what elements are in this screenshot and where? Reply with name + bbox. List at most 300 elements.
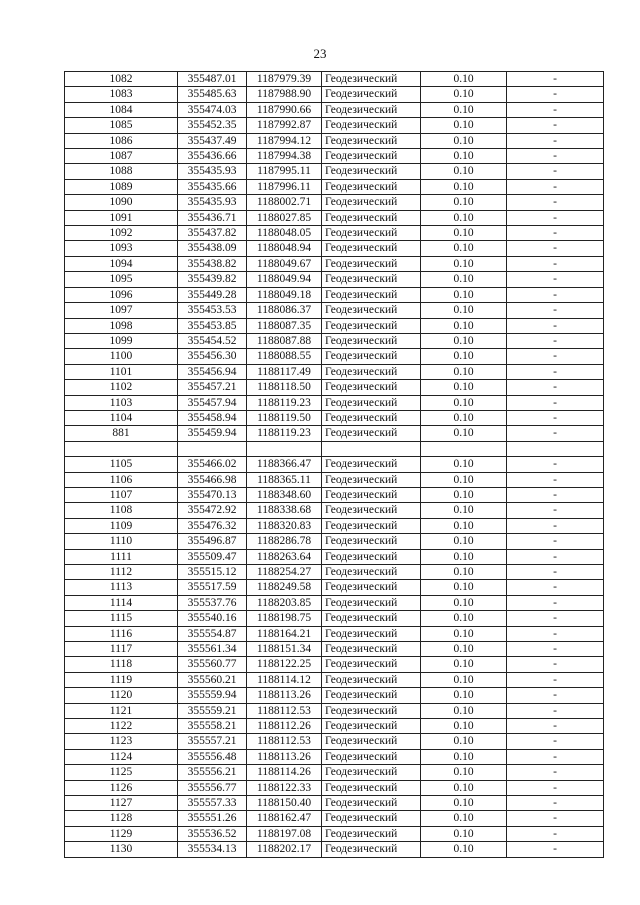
method-cell: Геодезический <box>322 611 421 626</box>
description-cell: - <box>507 410 604 425</box>
y-coordinate-cell: 1188150.40 <box>247 796 322 811</box>
table-row <box>65 780 604 795</box>
point-number-cell: 1127 <box>65 796 178 811</box>
point-number-cell: 1098 <box>65 318 178 333</box>
method-cell: Геодезический <box>322 226 421 241</box>
y-coordinate-cell: 1188114.12 <box>247 672 322 687</box>
y-coordinate-cell: 1188122.33 <box>247 780 322 795</box>
table-row <box>65 734 604 749</box>
x-coordinate-cell: 355559.21 <box>178 703 247 718</box>
x-coordinate-cell: 355449.28 <box>178 287 247 302</box>
method-cell: Геодезический <box>322 133 421 148</box>
x-coordinate-cell: 355474.03 <box>178 102 247 117</box>
x-coordinate-cell: 355536.52 <box>178 826 247 841</box>
point-number-cell: 1091 <box>65 210 178 225</box>
y-coordinate-cell: 1188117.49 <box>247 364 322 379</box>
precision-cell: 0.10 <box>421 564 507 579</box>
y-coordinate-cell: 1188113.26 <box>247 688 322 703</box>
description-cell: - <box>507 457 604 472</box>
x-coordinate-cell: 355466.02 <box>178 457 247 472</box>
description-cell: - <box>507 780 604 795</box>
method-cell: Геодезический <box>322 318 421 333</box>
precision-cell: 0.10 <box>421 149 507 164</box>
precision-cell: 0.10 <box>421 749 507 764</box>
description-cell: - <box>507 564 604 579</box>
description-cell: - <box>507 272 604 287</box>
precision-cell: 0.10 <box>421 272 507 287</box>
description-cell: - <box>507 765 604 780</box>
description-cell: - <box>507 642 604 657</box>
method-cell: Геодезический <box>322 564 421 579</box>
point-number-cell: 1100 <box>65 349 178 364</box>
method-cell: Геодезический <box>322 842 421 857</box>
table-row <box>65 487 604 502</box>
method-cell: Геодезический <box>322 826 421 841</box>
table-row <box>65 611 604 626</box>
description-cell: - <box>507 380 604 395</box>
precision-cell: 0.10 <box>421 765 507 780</box>
y-coordinate-cell: 1188088.55 <box>247 349 322 364</box>
description-cell: - <box>507 749 604 764</box>
x-coordinate-cell: 355459.94 <box>178 426 247 441</box>
x-coordinate-cell: 355453.53 <box>178 303 247 318</box>
empty-cell <box>322 441 421 456</box>
method-cell: Геодезический <box>322 410 421 425</box>
y-coordinate-cell: 1187990.66 <box>247 102 322 117</box>
point-number-cell: 1112 <box>65 564 178 579</box>
description-cell: - <box>507 842 604 857</box>
y-coordinate-cell: 1188087.35 <box>247 318 322 333</box>
point-number-cell: 881 <box>65 426 178 441</box>
description-cell: - <box>507 149 604 164</box>
method-cell: Геодезический <box>322 657 421 672</box>
empty-cell <box>421 441 507 456</box>
x-coordinate-cell: 355537.76 <box>178 595 247 610</box>
y-coordinate-cell: 1188119.23 <box>247 426 322 441</box>
precision-cell: 0.10 <box>421 333 507 348</box>
method-cell: Геодезический <box>322 549 421 564</box>
table-row <box>65 688 604 703</box>
precision-cell: 0.10 <box>421 179 507 194</box>
precision-cell: 0.10 <box>421 734 507 749</box>
y-coordinate-cell: 1188164.21 <box>247 626 322 641</box>
point-number-cell: 1099 <box>65 333 178 348</box>
x-coordinate-cell: 355540.16 <box>178 611 247 626</box>
x-coordinate-cell: 355472.92 <box>178 503 247 518</box>
point-number-cell: 1083 <box>65 87 178 102</box>
table-row <box>65 457 604 472</box>
description-cell: - <box>507 688 604 703</box>
precision-cell: 0.10 <box>421 318 507 333</box>
method-cell: Геодезический <box>322 703 421 718</box>
method-cell: Геодезический <box>322 380 421 395</box>
description-cell: - <box>507 364 604 379</box>
point-number-cell: 1121 <box>65 703 178 718</box>
description-cell: - <box>507 549 604 564</box>
table-row <box>65 564 604 579</box>
table-row <box>65 133 604 148</box>
table-row <box>65 503 604 518</box>
point-number-cell: 1125 <box>65 765 178 780</box>
table-row <box>65 272 604 287</box>
description-cell: - <box>507 102 604 117</box>
description-cell: - <box>507 87 604 102</box>
table-row <box>65 72 604 87</box>
y-coordinate-cell: 1188198.75 <box>247 611 322 626</box>
y-coordinate-cell: 1188112.53 <box>247 703 322 718</box>
x-coordinate-cell: 355556.21 <box>178 765 247 780</box>
y-coordinate-cell: 1188119.23 <box>247 395 322 410</box>
x-coordinate-cell: 355556.77 <box>178 780 247 795</box>
precision-cell: 0.10 <box>421 226 507 241</box>
point-number-cell: 1085 <box>65 118 178 133</box>
method-cell: Геодезический <box>322 796 421 811</box>
point-number-cell: 1090 <box>65 195 178 210</box>
method-cell: Геодезический <box>322 734 421 749</box>
precision-cell: 0.10 <box>421 72 507 87</box>
method-cell: Геодезический <box>322 303 421 318</box>
description-cell: - <box>507 210 604 225</box>
y-coordinate-cell: 1188118.50 <box>247 380 322 395</box>
description-cell: - <box>507 826 604 841</box>
point-number-cell: 1106 <box>65 472 178 487</box>
y-coordinate-cell: 1188113.26 <box>247 749 322 764</box>
table-row <box>65 765 604 780</box>
description-cell: - <box>507 118 604 133</box>
x-coordinate-cell: 355515.12 <box>178 564 247 579</box>
y-coordinate-cell: 1188087.88 <box>247 333 322 348</box>
table-row <box>65 241 604 256</box>
y-coordinate-cell: 1188122.25 <box>247 657 322 672</box>
precision-cell: 0.10 <box>421 672 507 687</box>
method-cell: Геодезический <box>322 765 421 780</box>
precision-cell: 0.10 <box>421 410 507 425</box>
precision-cell: 0.10 <box>421 241 507 256</box>
x-coordinate-cell: 355551.26 <box>178 811 247 826</box>
table-row <box>65 318 604 333</box>
y-coordinate-cell: 1188112.26 <box>247 719 322 734</box>
precision-cell: 0.10 <box>421 133 507 148</box>
x-coordinate-cell: 355438.82 <box>178 256 247 271</box>
precision-cell: 0.10 <box>421 210 507 225</box>
y-coordinate-cell: 1187994.12 <box>247 133 322 148</box>
point-number-cell: 1087 <box>65 149 178 164</box>
empty-cell <box>507 441 604 456</box>
description-cell: - <box>507 303 604 318</box>
point-number-cell: 1088 <box>65 164 178 179</box>
precision-cell: 0.10 <box>421 364 507 379</box>
point-number-cell: 1119 <box>65 672 178 687</box>
precision-cell: 0.10 <box>421 642 507 657</box>
description-cell: - <box>507 349 604 364</box>
method-cell: Геодезический <box>322 487 421 502</box>
table-row <box>65 534 604 549</box>
precision-cell: 0.10 <box>421 688 507 703</box>
table-row <box>65 164 604 179</box>
point-number-cell: 1097 <box>65 303 178 318</box>
description-cell: - <box>507 164 604 179</box>
table-row <box>65 226 604 241</box>
point-number-cell: 1126 <box>65 780 178 795</box>
y-coordinate-cell: 1187988.90 <box>247 87 322 102</box>
y-coordinate-cell: 1188151.34 <box>247 642 322 657</box>
table-row <box>65 518 604 533</box>
x-coordinate-cell: 355456.94 <box>178 364 247 379</box>
table-row <box>65 749 604 764</box>
method-cell: Геодезический <box>322 672 421 687</box>
y-coordinate-cell: 1188366.47 <box>247 457 322 472</box>
description-cell: - <box>507 657 604 672</box>
method-cell: Геодезический <box>322 179 421 194</box>
method-cell: Геодезический <box>322 87 421 102</box>
description-cell: - <box>507 534 604 549</box>
y-coordinate-cell: 1188119.50 <box>247 410 322 425</box>
y-coordinate-cell: 1188049.94 <box>247 272 322 287</box>
point-number-cell: 1092 <box>65 226 178 241</box>
precision-cell: 0.10 <box>421 303 507 318</box>
precision-cell: 0.10 <box>421 534 507 549</box>
precision-cell: 0.10 <box>421 842 507 857</box>
point-number-cell: 1113 <box>65 580 178 595</box>
page-number: 23 <box>313 46 327 61</box>
y-coordinate-cell: 1188286.78 <box>247 534 322 549</box>
table-row <box>65 210 604 225</box>
method-cell: Геодезический <box>322 272 421 287</box>
x-coordinate-cell: 355496.87 <box>178 534 247 549</box>
x-coordinate-cell: 355556.48 <box>178 749 247 764</box>
table-row <box>65 303 604 318</box>
x-coordinate-cell: 355436.66 <box>178 149 247 164</box>
method-cell: Геодезический <box>322 626 421 641</box>
precision-cell: 0.10 <box>421 87 507 102</box>
point-number-cell: 1086 <box>65 133 178 148</box>
point-number-cell: 1122 <box>65 719 178 734</box>
point-number-cell: 1123 <box>65 734 178 749</box>
description-cell: - <box>507 719 604 734</box>
precision-cell: 0.10 <box>421 102 507 117</box>
table-row <box>65 642 604 657</box>
y-coordinate-cell: 1188112.53 <box>247 734 322 749</box>
table-row <box>65 380 604 395</box>
method-cell: Геодезический <box>322 457 421 472</box>
description-cell: - <box>507 518 604 533</box>
method-cell: Геодезический <box>322 102 421 117</box>
precision-cell: 0.10 <box>421 380 507 395</box>
method-cell: Геодезический <box>322 472 421 487</box>
x-coordinate-cell: 355559.94 <box>178 688 247 703</box>
empty-cell <box>178 441 247 456</box>
description-cell: - <box>507 287 604 302</box>
x-coordinate-cell: 355561.34 <box>178 642 247 657</box>
precision-cell: 0.10 <box>421 287 507 302</box>
point-number-cell: 1089 <box>65 179 178 194</box>
description-cell: - <box>507 472 604 487</box>
precision-cell: 0.10 <box>421 703 507 718</box>
x-coordinate-cell: 355487.01 <box>178 72 247 87</box>
description-cell: - <box>507 195 604 210</box>
point-number-cell: 1120 <box>65 688 178 703</box>
precision-cell: 0.10 <box>421 611 507 626</box>
coordinates-table <box>64 71 604 858</box>
y-coordinate-cell: 1187995.11 <box>247 164 322 179</box>
x-coordinate-cell: 355437.49 <box>178 133 247 148</box>
method-cell: Геодезический <box>322 503 421 518</box>
precision-cell: 0.10 <box>421 487 507 502</box>
method-cell: Геодезический <box>322 287 421 302</box>
y-coordinate-cell: 1188249.58 <box>247 580 322 595</box>
table-row <box>65 256 604 271</box>
precision-cell: 0.10 <box>421 349 507 364</box>
table-row <box>65 395 604 410</box>
table-row <box>65 703 604 718</box>
precision-cell: 0.10 <box>421 518 507 533</box>
precision-cell: 0.10 <box>421 626 507 641</box>
precision-cell: 0.10 <box>421 580 507 595</box>
x-coordinate-cell: 355435.93 <box>178 195 247 210</box>
method-cell: Геодезический <box>322 642 421 657</box>
precision-cell: 0.10 <box>421 195 507 210</box>
x-coordinate-cell: 355439.82 <box>178 272 247 287</box>
precision-cell: 0.10 <box>421 503 507 518</box>
y-coordinate-cell: 1188162.47 <box>247 811 322 826</box>
description-cell: - <box>507 487 604 502</box>
table-row <box>65 626 604 641</box>
precision-cell: 0.10 <box>421 256 507 271</box>
precision-cell: 0.10 <box>421 118 507 133</box>
precision-cell: 0.10 <box>421 826 507 841</box>
method-cell: Геодезический <box>322 395 421 410</box>
point-number-cell: 1111 <box>65 549 178 564</box>
method-cell: Геодезический <box>322 580 421 595</box>
y-coordinate-cell: 1188049.67 <box>247 256 322 271</box>
point-number-cell: 1109 <box>65 518 178 533</box>
y-coordinate-cell: 1188048.05 <box>247 226 322 241</box>
x-coordinate-cell: 355557.21 <box>178 734 247 749</box>
precision-cell: 0.10 <box>421 426 507 441</box>
y-coordinate-cell: 1188365.11 <box>247 472 322 487</box>
y-coordinate-cell: 1188263.64 <box>247 549 322 564</box>
point-number-cell: 1116 <box>65 626 178 641</box>
point-number-cell: 1084 <box>65 102 178 117</box>
description-cell: - <box>507 672 604 687</box>
point-number-cell: 1124 <box>65 749 178 764</box>
description-cell: - <box>507 503 604 518</box>
method-cell: Геодезический <box>322 149 421 164</box>
point-number-cell: 1103 <box>65 395 178 410</box>
table-row <box>65 364 604 379</box>
point-number-cell: 1104 <box>65 410 178 425</box>
x-coordinate-cell: 355453.85 <box>178 318 247 333</box>
y-coordinate-cell: 1188002.71 <box>247 195 322 210</box>
x-coordinate-cell: 355437.82 <box>178 226 247 241</box>
description-cell: - <box>507 179 604 194</box>
x-coordinate-cell: 355509.47 <box>178 549 247 564</box>
table-row <box>65 102 604 117</box>
point-number-cell: 1101 <box>65 364 178 379</box>
precision-cell: 0.10 <box>421 796 507 811</box>
method-cell: Геодезический <box>322 780 421 795</box>
table-row <box>65 796 604 811</box>
point-number-cell: 1102 <box>65 380 178 395</box>
table-row <box>65 842 604 857</box>
point-number-cell: 1094 <box>65 256 178 271</box>
description-cell: - <box>507 72 604 87</box>
description-cell: - <box>507 796 604 811</box>
precision-cell: 0.10 <box>421 164 507 179</box>
table-row <box>65 426 604 441</box>
method-cell: Геодезический <box>322 811 421 826</box>
precision-cell: 0.10 <box>421 457 507 472</box>
x-coordinate-cell: 355457.94 <box>178 395 247 410</box>
table-row <box>65 580 604 595</box>
method-cell: Геодезический <box>322 595 421 610</box>
y-coordinate-cell: 1187979.39 <box>247 72 322 87</box>
x-coordinate-cell: 355435.66 <box>178 179 247 194</box>
method-cell: Геодезический <box>322 118 421 133</box>
x-coordinate-cell: 355557.33 <box>178 796 247 811</box>
x-coordinate-cell: 355470.13 <box>178 487 247 502</box>
point-number-cell: 1110 <box>65 534 178 549</box>
point-number-cell: 1105 <box>65 457 178 472</box>
description-cell: - <box>507 734 604 749</box>
method-cell: Геодезический <box>322 426 421 441</box>
x-coordinate-cell: 355458.94 <box>178 410 247 425</box>
description-cell: - <box>507 226 604 241</box>
point-number-cell: 1107 <box>65 487 178 502</box>
method-cell: Геодезический <box>322 210 421 225</box>
table-row <box>65 549 604 564</box>
x-coordinate-cell: 355476.32 <box>178 518 247 533</box>
table-row <box>65 349 604 364</box>
y-coordinate-cell: 1188049.18 <box>247 287 322 302</box>
x-coordinate-cell: 355435.93 <box>178 164 247 179</box>
y-coordinate-cell: 1188086.37 <box>247 303 322 318</box>
point-number-cell: 1118 <box>65 657 178 672</box>
description-cell: - <box>507 626 604 641</box>
table-row <box>65 719 604 734</box>
point-number-cell: 1096 <box>65 287 178 302</box>
table-row <box>65 672 604 687</box>
y-coordinate-cell: 1187992.87 <box>247 118 322 133</box>
method-cell: Геодезический <box>322 164 421 179</box>
point-number-cell: 1117 <box>65 642 178 657</box>
x-coordinate-cell: 355534.13 <box>178 842 247 857</box>
empty-cell <box>247 441 322 456</box>
x-coordinate-cell: 355436.71 <box>178 210 247 225</box>
table-row <box>65 595 604 610</box>
point-number-cell: 1082 <box>65 72 178 87</box>
point-number-cell: 1093 <box>65 241 178 256</box>
method-cell: Геодезический <box>322 364 421 379</box>
x-coordinate-cell: 355517.59 <box>178 580 247 595</box>
table-row <box>65 87 604 102</box>
method-cell: Геодезический <box>322 195 421 210</box>
precision-cell: 0.10 <box>421 472 507 487</box>
x-coordinate-cell: 355438.09 <box>178 241 247 256</box>
x-coordinate-cell: 355452.35 <box>178 118 247 133</box>
x-coordinate-cell: 355457.21 <box>178 380 247 395</box>
precision-cell: 0.10 <box>421 719 507 734</box>
table-row <box>65 118 604 133</box>
x-coordinate-cell: 355485.63 <box>178 87 247 102</box>
separator-row <box>65 441 604 456</box>
point-number-cell: 1130 <box>65 842 178 857</box>
description-cell: - <box>507 256 604 271</box>
table-row <box>65 410 604 425</box>
table-row <box>65 149 604 164</box>
y-coordinate-cell: 1188254.27 <box>247 564 322 579</box>
table-row <box>65 195 604 210</box>
